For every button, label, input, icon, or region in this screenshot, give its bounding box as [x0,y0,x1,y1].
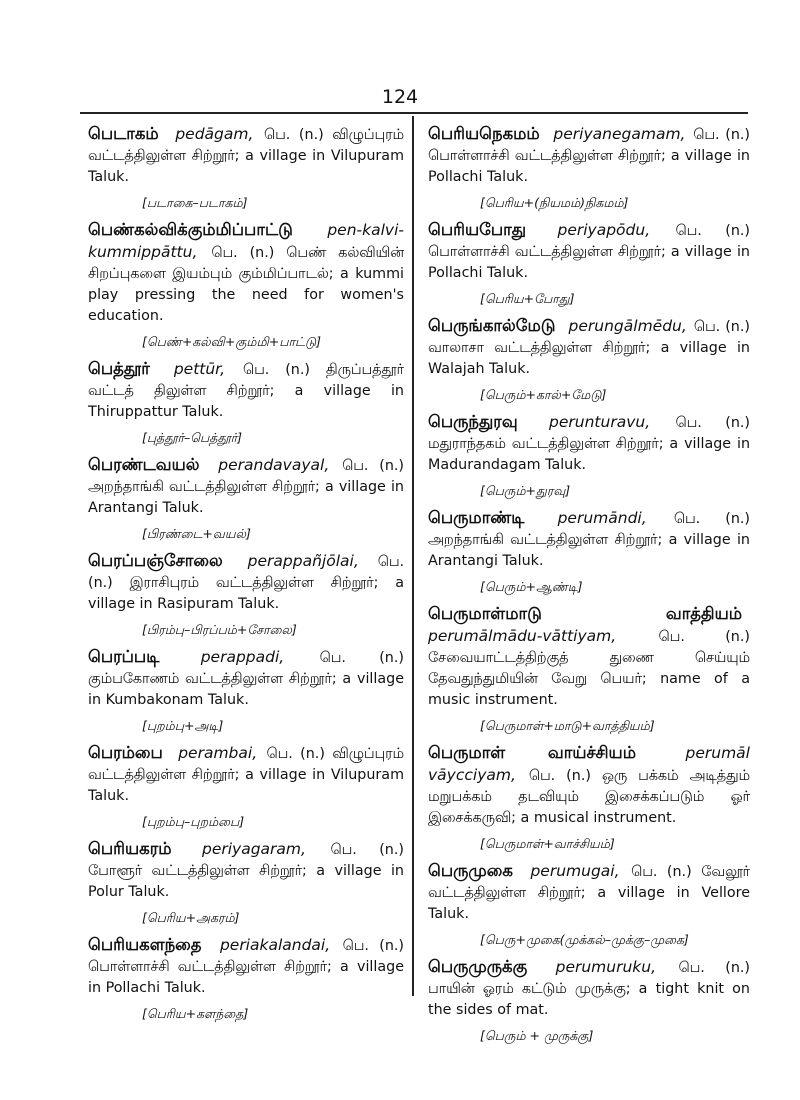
column-divider [412,116,414,996]
part-of-speech: பெ. (n.) [266,746,325,762]
etymology: [புத்தூர்–பெத்தூர்] [142,430,243,445]
headword: பெரண்டவயல் [88,455,200,474]
etymology: [பெரும்+ஆண்டி] [480,579,583,594]
headword: பெருமாண்டி [428,508,525,527]
dictionary-entry [428,507,750,596]
entry-body [428,411,750,476]
headword: பெரப்பஞ்சோலை [88,551,223,570]
part-of-speech: பெ. (n.) [88,554,405,591]
etymology: [பெரிய+(நியமம்)நிகமம்] [480,195,629,210]
headword: பெருங்கால்மேடு [428,316,556,335]
headword: பெருமுகை [428,861,513,880]
dictionary-entry [88,934,404,1023]
definition: அறந்தாங்கி வட்டத்திலுள்ள சிற்றூர்; a village in Arantangi Taluk. [88,479,404,516]
left-column [88,116,404,1027]
entry-body [88,550,404,615]
part-of-speech: பெ. (n.) [330,842,404,858]
dictionary-entry [428,956,750,1045]
part-of-speech: பெ. (n.) [528,768,591,784]
etymology: [பெரிய+அகரம்] [142,910,240,925]
dictionary-entry [88,123,404,212]
etymology: [பிரம்பு–பிரப்பம்+சோலை] [142,622,297,637]
entry-body [428,742,750,829]
headword: பெத்தூர் [88,359,150,378]
transliteration: perunturavu, [549,413,651,431]
part-of-speech: பெ. (n.) [693,319,750,335]
transliteration: perumugai, [530,862,620,880]
headword: பெரம்பை [88,743,163,762]
dictionary-entry [88,742,404,831]
entry-body [88,219,404,327]
headword: பெருமுருக்கு [428,957,528,976]
dictionary-entry [88,550,404,639]
definition: போளூர் வட்டத்திலுள்ள சிற்றூர்; a village in Polur Taluk. [88,863,404,900]
transliteration: perappañjōlai, [247,552,359,570]
transliteration: pedāgam, [175,125,254,143]
entry-body [88,646,404,711]
entry-body [88,358,404,423]
transliteration: pettūr, [173,360,226,378]
transliteration: periyanegamam, [553,125,686,143]
etymology: [பெரும்+துரவு] [480,483,571,498]
dictionary-entry [428,411,750,500]
etymology: [பெருமாள்+வாச்சியம்] [480,836,615,851]
dictionary-entry [88,454,404,543]
transliteration: periyagaram, [201,840,306,858]
part-of-speech: பெ. (n.) [658,629,750,645]
entry-body [428,860,750,925]
definition: பாயின் ஓரம் கட்டும் முருக்கு; a tight knit on the sides of mat. [428,981,750,1018]
definition: பெண் கல்வியின் சிறப்புகளை இயம்பும் கும்மிப்பாடல்; a kummi play pressing the need for women's education. [88,245,404,324]
entry-body [88,123,404,188]
definition: திருப்பத்தூர் வட்டத் திலுள்ள சிற்றூர்; a village in Thiruppattur Taluk. [88,362,405,420]
part-of-speech: பெ. (n.) [242,362,310,378]
transliteration: periyapōdu, [557,221,651,239]
definition: மதுராந்தகம் வட்டத்திலுள்ள சிற்றூர்; a village in Madurandagam Taluk. [428,436,750,473]
entry-body [88,454,404,519]
dictionary-entry [88,358,404,447]
transliteration: pen-kalvi-kummippāttu, [88,221,404,261]
definition: இராசிபுரம் வட்டத்திலுள்ள சிற்றூர்; a village in Rasipuram Taluk. [88,575,405,612]
headword: பெருமாள்மாடு வாத்தியம் [428,604,742,623]
header-rule [80,112,748,114]
part-of-speech: பெ. (n.) [631,864,692,880]
headword: பெருமாள் வாய்ச்சியம் [428,743,636,762]
entry-body [88,934,404,999]
transliteration: perappadi, [200,648,285,666]
page-number: 124 [381,86,419,108]
transliteration: perandavayal, [218,456,330,474]
definition: சேவையாட்டத்திற்குத் துணை செய்யும் தேவதுந்துமியின் வேறு பெயர்; name of a music instrument. [428,650,750,708]
definition: கும்பகோணம் வட்டத்திலுள்ள சிற்றூர்; a village in Kumbakonam Taluk. [88,671,404,708]
dictionary-entry [88,646,404,735]
entry-body [428,603,750,711]
etymology: [பெண்+கல்வி+கும்மி+பாட்டு] [142,334,322,349]
part-of-speech: பெ. (n.) [675,223,751,239]
entry-body [428,219,750,284]
headword: பெரியபோது [428,220,527,239]
headword: பெரியகளந்தை [88,935,202,954]
transliteration: perungālmēdu, [568,317,687,335]
etymology: [பெரிய+போது] [480,291,575,306]
etymology: [பெரு+முகை(முக்கல்–முக்கு–முகை] [480,932,689,947]
definition: பொள்ளாச்சி வட்டத்திலுள்ள சிற்றூர்; a village in Pollachi Taluk. [88,959,404,996]
dictionary-entry [428,860,750,949]
entry-body [428,315,750,380]
definition: பொள்ளாச்சி வட்டத்திலுள்ள சிற்றூர்; a village in Pollachi Taluk. [428,148,750,185]
entry-body [88,742,404,807]
definition: வாலாசா வட்டத்திலுள்ள சிற்றூர்; a village in Walajah Taluk. [428,340,750,377]
entry-body [88,838,404,903]
definition: ஒரு பக்கம் அடித்தும் மறுபக்கம் தடவியும் இசைக்கப்படும் ஓர் இசைக்கருவி; a musical instrument. [428,768,751,826]
entry-body [428,123,750,188]
dictionary-entry [428,603,750,735]
transliteration: perumālmādu-vāttiyam, [428,627,617,645]
right-column [428,116,750,1049]
etymology: [பெரும்+கால்+மேடு] [480,387,607,402]
part-of-speech: பெ. (n.) [211,245,275,261]
etymology: [பெரும் + முருக்கு] [480,1028,594,1043]
headword: பெரியகரம் [88,839,172,858]
transliteration: periakalandai, [219,936,331,954]
part-of-speech: பெ. (n.) [264,127,324,143]
transliteration: perumāndi, [557,509,647,527]
dictionary-entry [428,123,750,212]
dictionary-entry [428,742,750,853]
dictionary-entry [428,219,750,308]
dictionary-entry [428,315,750,404]
part-of-speech: பெ. (n.) [319,650,404,666]
dictionary-entry [88,219,404,351]
entry-body [428,956,750,1021]
headword: பெரப்படி [88,647,160,666]
transliteration: perumāl vāycciyam, [428,744,750,784]
part-of-speech: பெ. (n.) [678,960,751,976]
definition: வேலூர் வட்டத்திலுள்ள சிற்றூர்; a village in Vellore Taluk. [428,864,751,922]
headword: பெண்கல்விக்கும்மிப்பாட்டு [88,220,293,239]
headword: பெடாகம் [88,124,159,143]
part-of-speech: பெ. (n.) [675,415,751,431]
part-of-speech: பெ. (n.) [342,458,405,474]
definition: விழுப்புரம் வட்டத்திலுள்ள சிற்றூர்; a village in Vilupuram Taluk. [88,127,405,185]
definition: பொள்ளாச்சி வட்டத்திலுள்ள சிற்றூர்; a village in Pollachi Taluk. [428,244,750,281]
etymology: [பெருமாள்+மாடு+வாத்தியம்] [480,718,655,733]
part-of-speech: பெ. (n.) [342,938,405,954]
part-of-speech: பெ. (n.) [673,511,751,527]
headword: பெரியநெகமம் [428,124,540,143]
etymology: [பிரண்டை+வயல்] [142,526,251,541]
dictionary-entry [88,838,404,927]
entry-body [428,507,750,572]
transliteration: perambai, [178,744,258,762]
etymology: [படாகை–படாகம்] [142,195,248,210]
etymology: [புறம்பு–புறம்பை] [142,814,245,829]
headword: பெருந்துரவு [428,412,518,431]
etymology: [பெரிய+களந்தை] [142,1006,249,1021]
definition: விழுப்புரம் வட்டத்திலுள்ள சிற்றூர்; a village in Vilupuram Taluk. [88,746,405,804]
part-of-speech: பெ. (n.) [693,127,751,143]
definition: அறந்தாங்கி வட்டத்திலுள்ள சிற்றூர்; a village in Arantangi Taluk. [428,532,750,569]
etymology: [புறம்பு+அடி] [142,718,224,733]
transliteration: perumuruku, [555,958,657,976]
